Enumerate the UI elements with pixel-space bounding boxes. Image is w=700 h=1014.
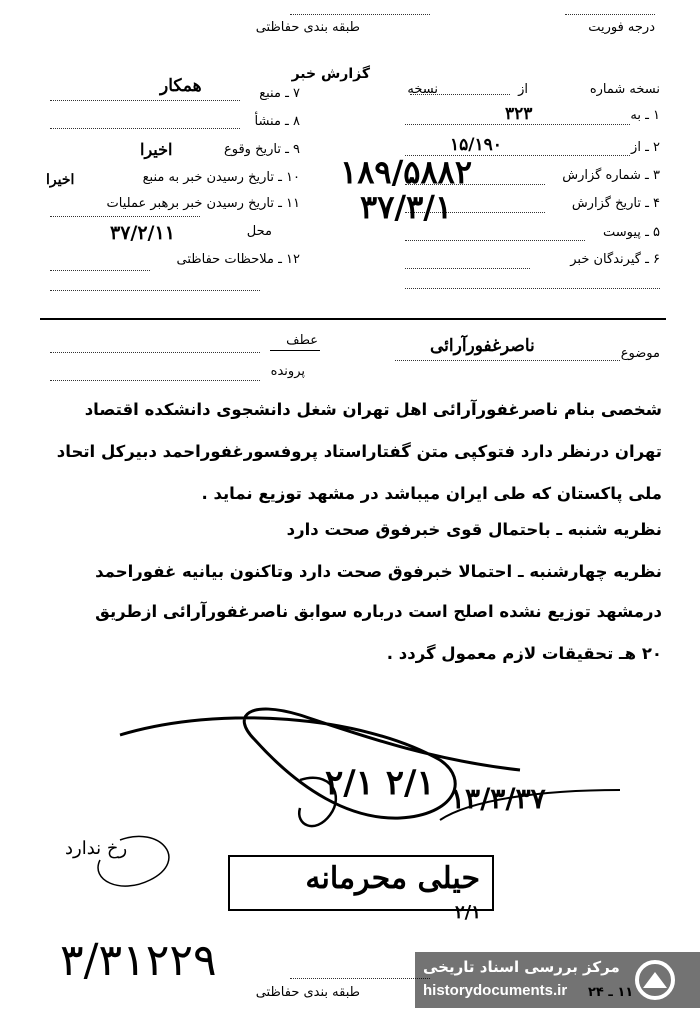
margin-note: رخ ندارد [65, 838, 128, 859]
footer-classification-label: طبقه بندی حفاظتی [255, 985, 360, 1000]
place-value: ۳۷/۲/۱۱ [110, 222, 175, 244]
row10-label: ۱۰ ـ تاریخ رسیدن خبر به منبع [142, 170, 300, 185]
handwritten-codes: ۲/۱ ۲/۱ [325, 763, 435, 803]
row4-value: ۳۷/۳/۱ [360, 188, 453, 226]
row3-value: ۱۸۹/۵۸۸۲ [340, 153, 472, 191]
handwritten-date: ۱۳/۳/۳۷ [450, 782, 546, 815]
subject-label: موضوع [620, 346, 660, 361]
stamp-name: حیلی محرمانه [305, 861, 480, 896]
watermark-text: مرکز بررسی اسناد تاریخی [423, 958, 620, 976]
copy-number-label: نسخه شماره [589, 82, 660, 97]
copy-label: نسخه [407, 82, 438, 97]
place-label: محل [246, 224, 272, 239]
watermark [415, 952, 700, 1008]
row1-label: ۱ ـ به [630, 108, 660, 123]
body-line: ملی پاکستان که طی ایران میباشد در مشهد توزیع نماید . [201, 484, 662, 503]
row4-label: ۴ ـ تاریخ گزارش [571, 196, 660, 211]
body-line: ۲۰ هـ تحقیقات لازم معمول گردد . [386, 644, 662, 663]
report-title: گزارش خبر [291, 66, 370, 82]
archive-number: ۳/۳۱۲۲۹ [60, 935, 217, 986]
row6-label: ۶ ـ گیرندگان خبر [570, 252, 660, 267]
body-line: نظریه چهارشنبه ـ احتمالا خبرفوق صحت دارد وتاکنون بیانیه غفوراحمد [95, 562, 662, 581]
watermark-logo-icon [633, 958, 677, 1002]
body-line: شخصی بنام ناصرغفورآرائی اهل تهران شغل دانشجوی دانشکده اقتصاد [84, 400, 662, 419]
row11-label: ۱۱ ـ تاریخ رسیدن خبر برهبر عملیات [106, 196, 300, 211]
row9-label: ۹ ـ تاریخ وقوع [223, 142, 300, 157]
ref-label: عطف [286, 333, 318, 348]
watermark-url: historydocuments.ir [423, 982, 568, 999]
priority-label: درجه فوریت [588, 20, 655, 35]
row1-value: ۳۲۳ [505, 104, 533, 124]
row3-label: ۳ ـ شماره گزارش [562, 168, 660, 183]
row7-label: ۷ ـ منبع [259, 86, 300, 101]
row5-label: ۵ ـ پیوست [603, 225, 660, 240]
row7-value: همکار [160, 76, 202, 96]
body-line: نظریه شنبه ـ باحتمال قوی خبرفوق صحت دارد [286, 520, 662, 539]
subject-value: ناصرغفورآرائی [430, 336, 535, 356]
footer-classification-field [290, 978, 430, 979]
corner-mark: ۲/۱ [455, 902, 481, 923]
row10-value: اخیرا [46, 172, 75, 188]
row12-label: ۱۲ ـ ملاحظات حفاظتی [176, 252, 300, 267]
row2-value: ۱۵/۱۹۰ [450, 135, 502, 155]
row8-label: ۸ ـ منشأ [254, 114, 300, 129]
from-label: از [518, 82, 528, 97]
body-line: تهران درنظر دارد فتوکپی متن گفتاراستاد پروفسورغفوراحمد دبیرکل اتحاد [56, 442, 662, 461]
row9-value: اخیرا [140, 140, 173, 159]
classification-label: طبقه بندی حفاظتی [255, 20, 360, 35]
row2-label: ۲ ـ از [631, 140, 660, 155]
body-line: درمشهد توزیع نشده اصلح است درباره سوابق ناصرغفورآرائی ازطریق [95, 602, 662, 621]
file-label: پرونده [270, 364, 305, 379]
